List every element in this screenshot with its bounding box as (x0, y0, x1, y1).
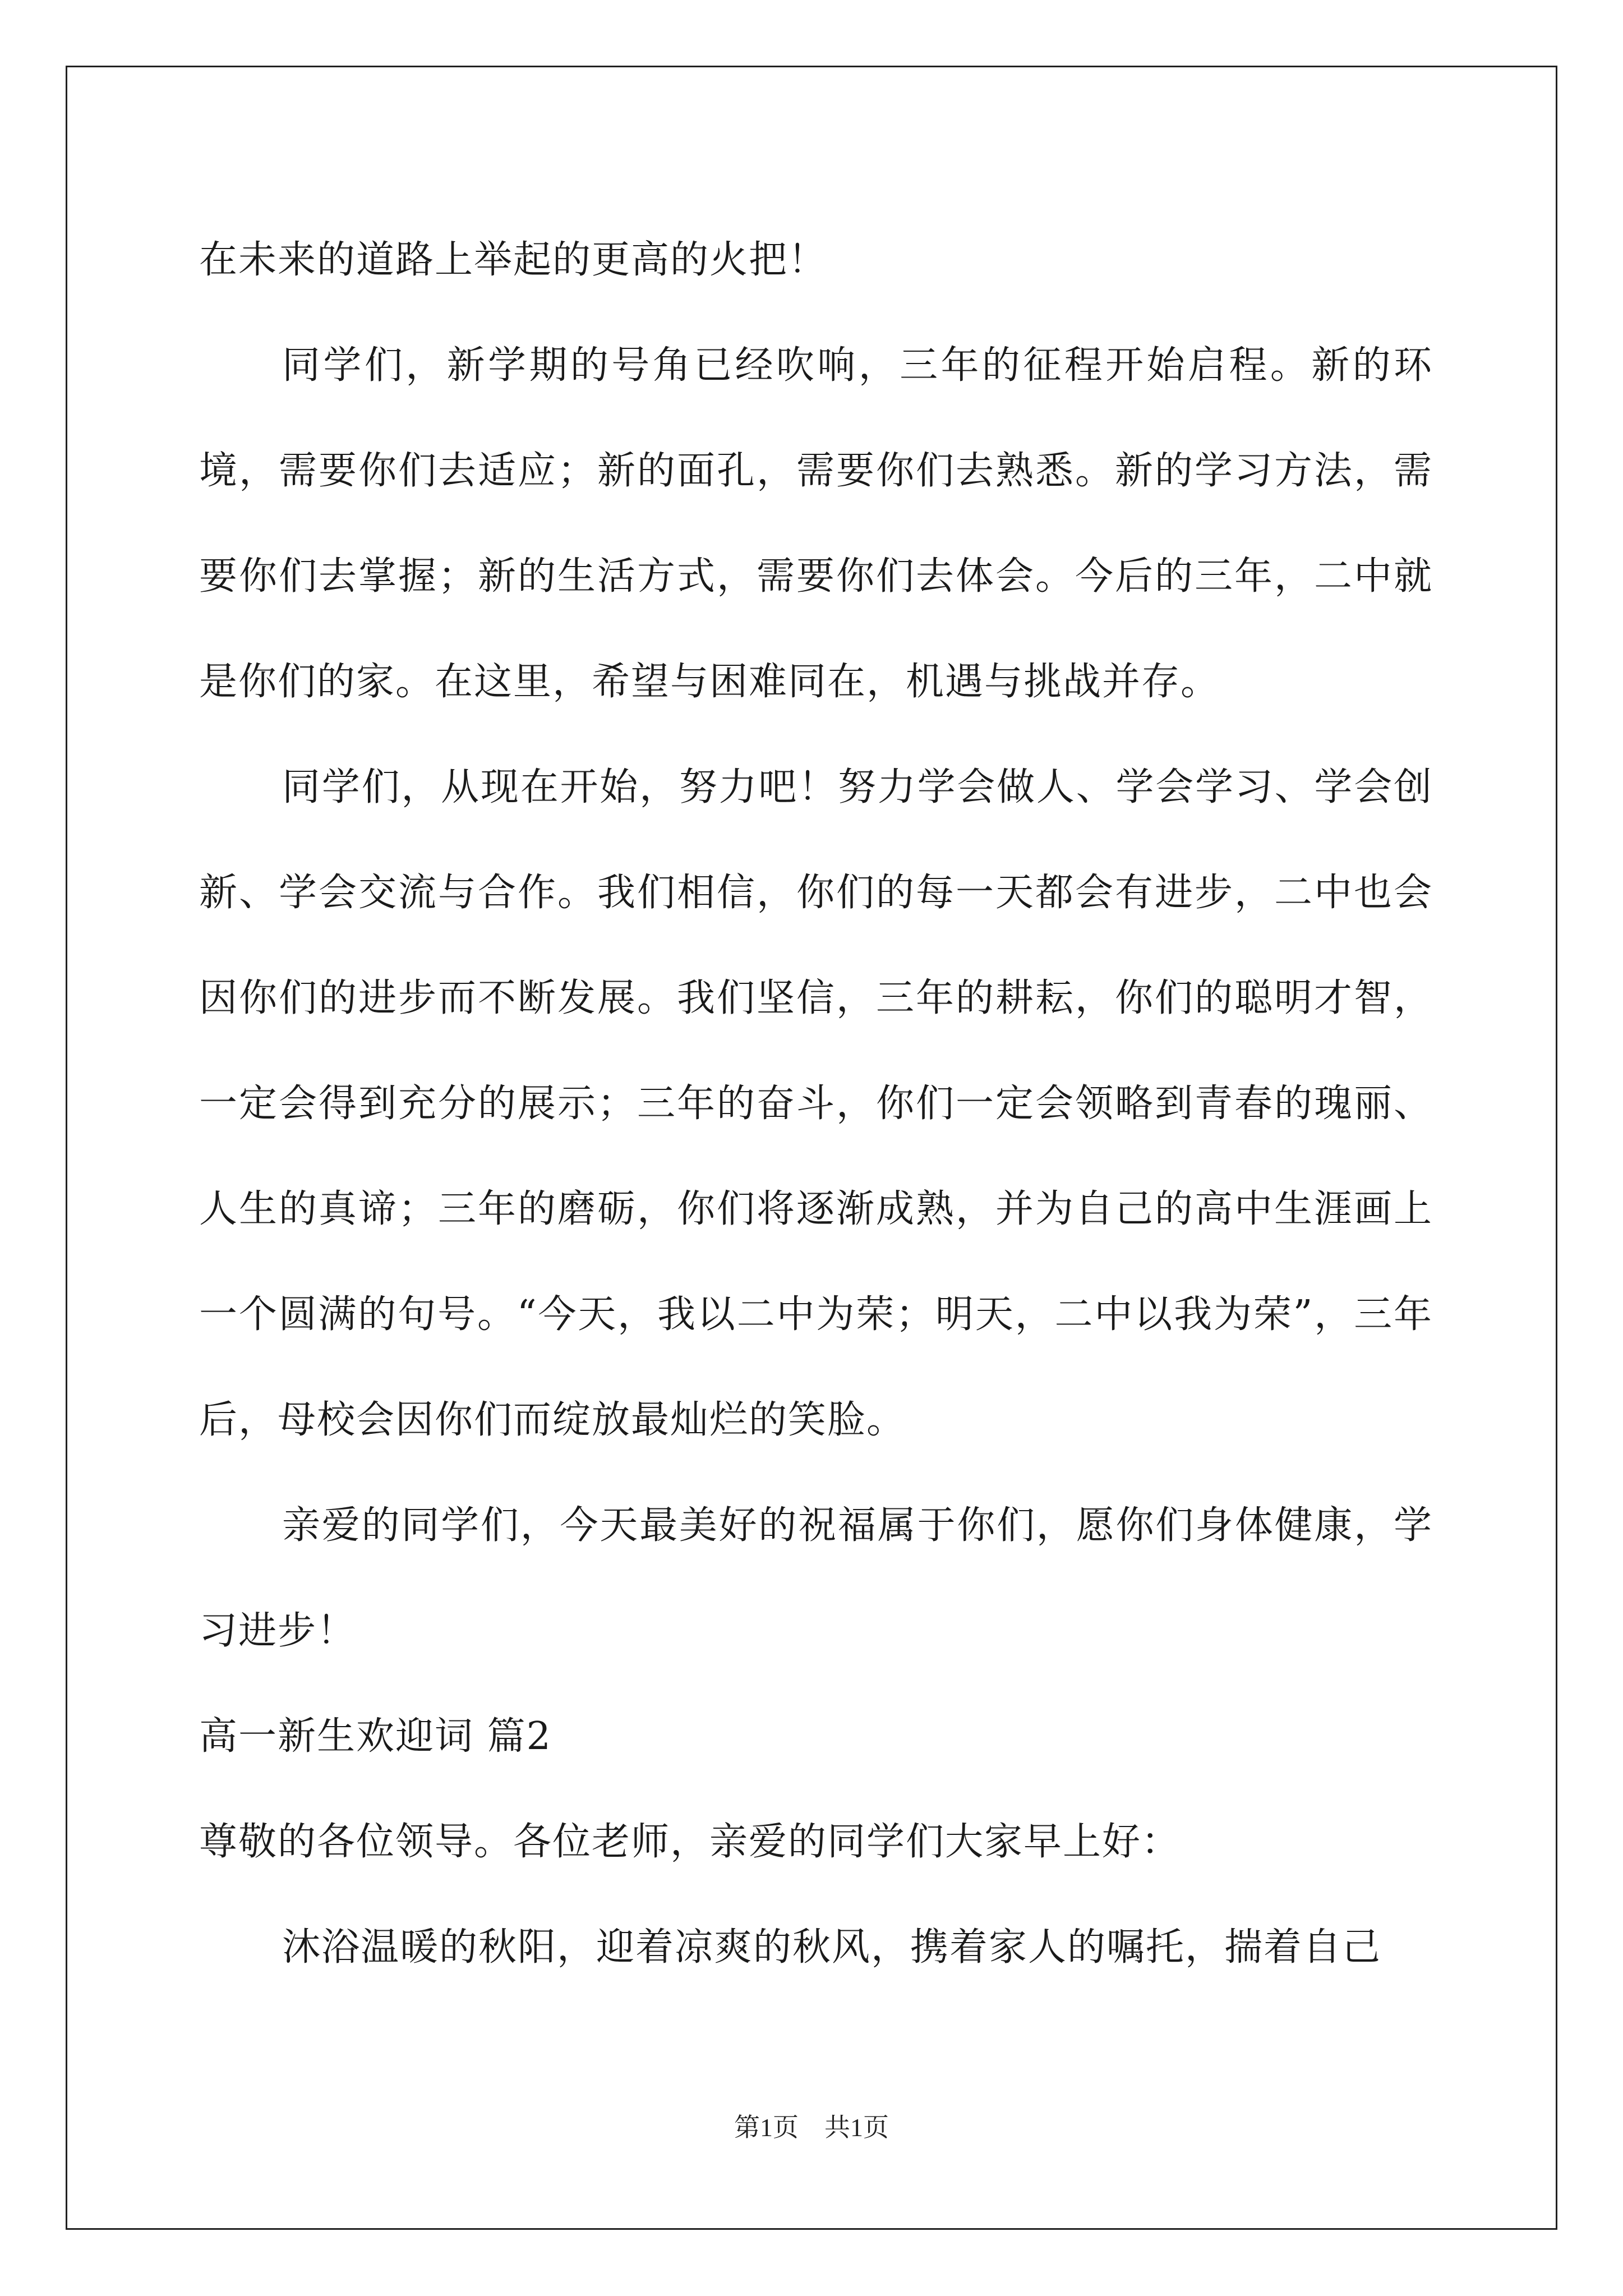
salutation: 尊敬的各位领导。各位老师，亲爱的同学们大家早上好： (199, 1820, 1181, 1864)
paragraph-effort: 同学们，从现在开始，努力吧！努力学会做人、学会学习、学会创新、学会交流与合作。我们相信，你们的每一天都会有进步，二中也会因你们的进步而不断发展。我们坚信，三年的耕耘，你们的聪明才智，一定会得到充分的展示；三年的奋斗，你们一定会领略到青春的瑰丽、人生的真谛；三年的磨砺，你们将逐渐成熟，并为自己的高中生涯画上一个圆满的句号。“今天，我以二中为荣；明天，二中以我为荣”，三年后，母校会因你们而绽放最灿烂的笑脸。 (199, 765, 1433, 1442)
paragraph-blessing: 亲爱的同学们，今天最美好的祝福属于你们，愿你们身体健康，学习进步！ (199, 1503, 1433, 1653)
section-heading: 高一新生欢迎词 篇2 (199, 1714, 552, 1759)
paragraph-autumn: 沐浴温暖的秋阳，迎着凉爽的秋风，携着家人的嘱托，揣着自己 (282, 1925, 1382, 1970)
paragraph-new-semester: 同学们，新学期的号角已经吹响，三年的征程开始启程。新的环境，需要你们去适应；新的面孔，需要你们去熟悉。新的学习方法，需要你们去掌握；新的生活方式，需要你们去体会。今后的三年，二中就是你们的家。在这里，希望与困难同在，机遇与挑战并存。 (199, 343, 1433, 704)
page-footer: 第1页 共1页 (734, 2113, 889, 2142)
document-body (199, 208, 1433, 2000)
paragraph-continuation: 在未来的道路上举起的更高的火把！ (199, 238, 828, 282)
